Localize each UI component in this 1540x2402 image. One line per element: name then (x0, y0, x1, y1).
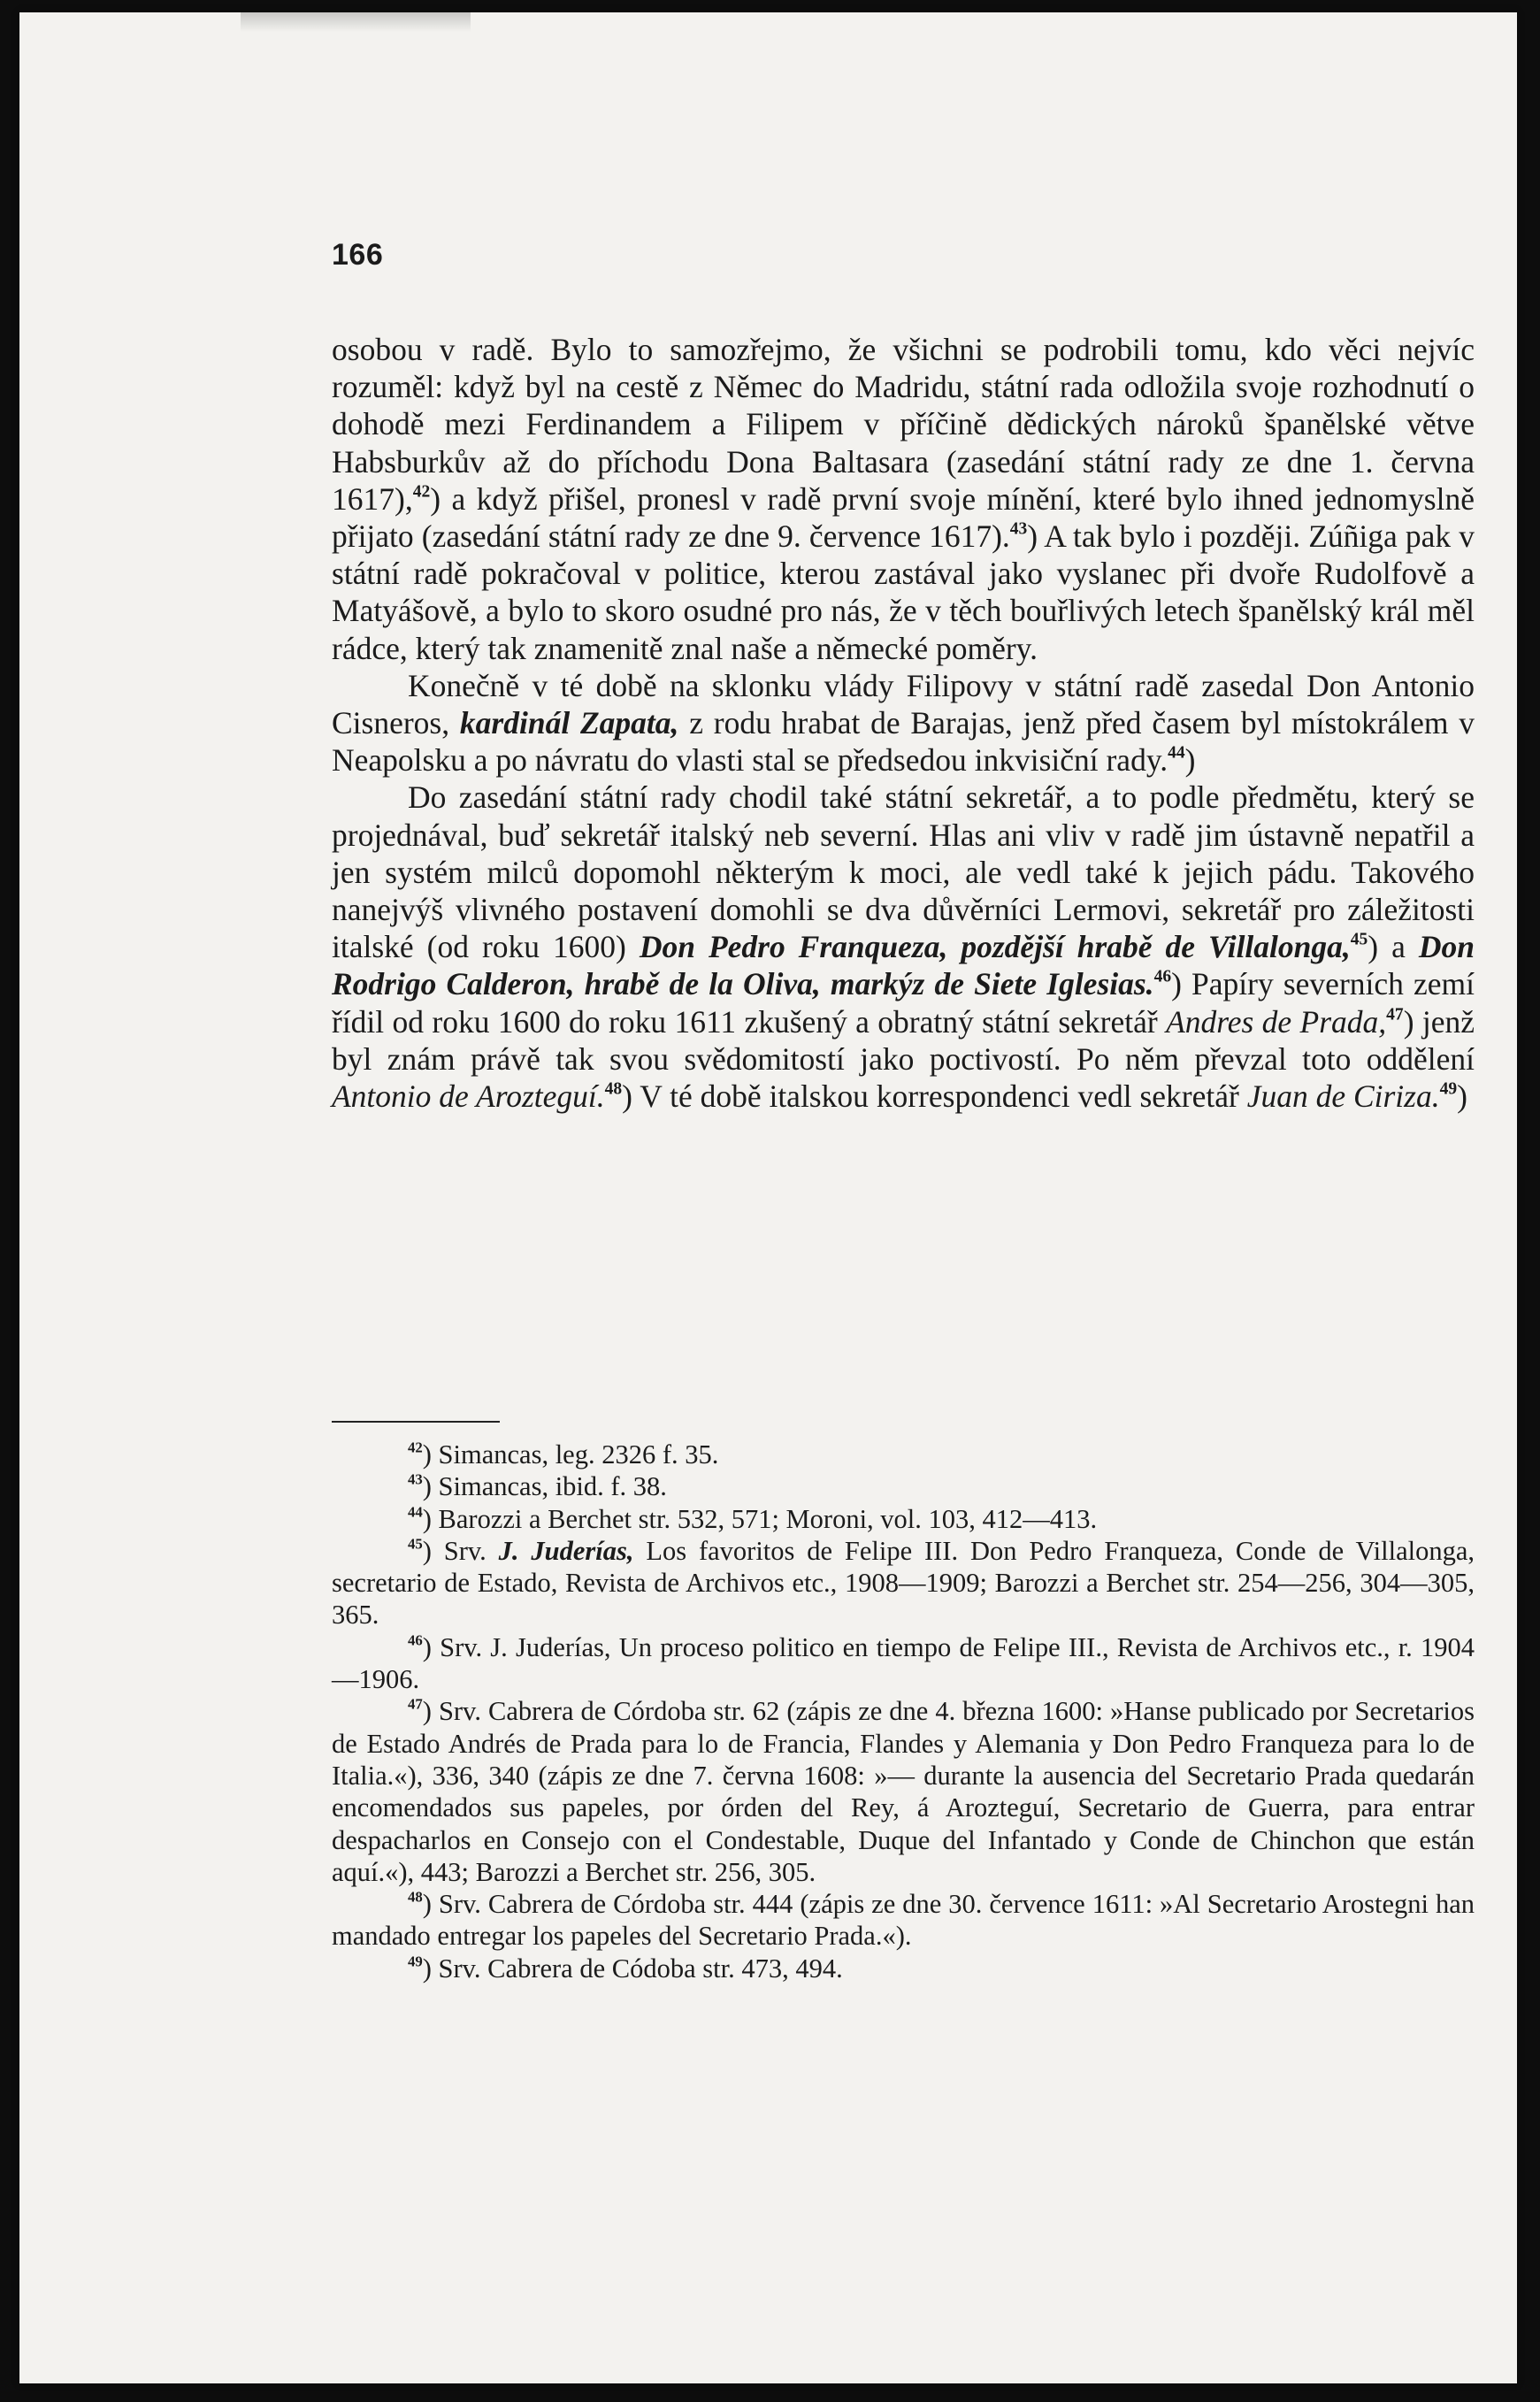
footnote-42 (332, 1439, 1475, 1470)
footnote-separator (332, 1421, 500, 1423)
footnote-ref-43[interactable]: 43 (1009, 519, 1028, 539)
main-text (332, 331, 1475, 1115)
footnote-ref-49[interactable]: 49 (1439, 1079, 1458, 1099)
footnotes (332, 1439, 1475, 1984)
footnote-ref-48[interactable]: 48 (604, 1079, 623, 1099)
footnote-mark: 42 (408, 1439, 423, 1456)
footnote-mark: 44 (408, 1503, 423, 1521)
footnote-44 (332, 1503, 1475, 1535)
footnote-48 (332, 1888, 1475, 1953)
italic-name: Juan de Ciriza. (1246, 1078, 1440, 1115)
text-run: Do zasedání státní rady chodil také státní sekretář, a to podle předmětu, který se projednával, buď sekretář italský neb severní. Hlas ani vliv v radě jim ústavně nepatřil a jen systém milců dopomohl některým k moci, ale vedl také k jejich pádu. Takového nanejvýš vlivného postavení domohli se dva důvěrníci Lermovi, sekretář pro záležitosti italské (od roku 1600) (332, 779, 1475, 965)
footnote-text: ) Srv. Cabrera de Códoba str. 473, 494. (422, 1953, 843, 1984)
paragraph-3 (332, 779, 1475, 1115)
footnote-text: ) Barozzi a Berchet str. 532, 571; Moroni, vol. 103, 412—413. (422, 1503, 1098, 1534)
book-page (19, 12, 1517, 2383)
footnote-mark: 47 (408, 1695, 423, 1713)
footnote-text: ) Srv. (422, 1535, 499, 1566)
footnote-43 (332, 1470, 1475, 1502)
text-run: ) jenž byl znám právě tak svou svědomitostí jako poctivostí. Po něm převzal toto oddělení (332, 1003, 1475, 1077)
footnote-ref-42[interactable]: 42 (412, 482, 431, 502)
footnote-ref-44[interactable]: 44 (1168, 743, 1185, 763)
text-run: ) Papíry severních zemí řídil od roku 1600 do roku 1611 zkušený a obratný státní sekretář (332, 966, 1475, 1040)
text-run: ) A tak bylo i později. Zúñiga pak v státní radě pokračoval v politice, kterou zastával jako vyslanec při dvoře Rudolfově a Matyášově, a bylo to skoro osudné pro nás, že v těch bouřlivých letech španělský král měl rádce, který tak znamenitě znal naše a německé poměry. (332, 518, 1475, 666)
scan-smudge (241, 12, 471, 32)
footnote-mark: 48 (408, 1888, 423, 1906)
footnote-mark: 45 (408, 1535, 423, 1553)
text-run: ) (1184, 742, 1196, 779)
paragraph-1 (332, 331, 1475, 667)
text-run: osobou v radě. Bylo to samozřejmo, že všichni se podrobili tomu, kdo věci nejvíc rozuměl: když byl na cestě z Němec do Madridu, státní rada odložila svoje rozhodnutí o dohodě mezi Ferdinandem a Filipem v příčině dědických nároků španělské větve Habsburkův až do příchodu Dona Baltasara (zasedání státní rady ze dne 1. června 1617), (332, 332, 1475, 517)
footnote-mark: 46 (408, 1631, 423, 1649)
footnote-text: ) Srv. J. Juderías, Un proceso politico en tiempo de Felipe III., Revista de Archivos etc., r. 1904—1906. (332, 1631, 1475, 1695)
footnote-ref-45[interactable]: 45 (1350, 930, 1368, 949)
text-run: ) (1457, 1078, 1467, 1115)
footnote-49 (332, 1953, 1475, 1984)
text-run: z rodu hrabat de Barajas, jenž před časem byl místokrálem v Neapolsku a po návratu do vlasti stal se předsedou inkvisiční rady. (332, 705, 1475, 779)
text-run: Konečně v té době na sklonku vlády Filipovy v státní radě zasedal Don Antonio Cisneros, (332, 667, 1475, 741)
text-run: ) a (1368, 929, 1419, 965)
italic-name: Andres de Prada, (1166, 1003, 1387, 1040)
italic-name: Don Rodrigo Calderon, hrabě de la Oliva, markýz de Siete Iglesias. (332, 929, 1475, 1002)
italic-name: Don Pedro Franqueza, pozdější hrabě de Villalonga, (639, 929, 1351, 965)
footnote-text: ) Srv. Cabrera de Córdoba str. 62 (zápis ze dne 4. března 1600: »Hanse publicado por Secretarios de Estado Andrés de Prada para lo de Francia, Flandes y Alemania y Don Pedro Franqueza para lo de Italia.«), 336, 340 (zápis ze dne 7. června 1608: »— durante la ausencia del Secretario Prada quedarán encomendados sus papeles, por órden del Rey, á Arozteguí, Secretario de Guerra, para entrar despacharlos en Consejo con el Condestable, Duque del Infantado y Conde de Chinchon que están aquí.«), 443; Barozzi a Berchet str. 256, 305. (332, 1696, 1475, 1887)
italic-name: kardinál Zapata, (459, 705, 679, 741)
paragraph-2 (332, 667, 1475, 779)
footnote-text: ) Simancas, leg. 2326 f. 35. (422, 1439, 719, 1470)
footnote-text: Los favoritos de Felipe III. Don Pedro Franqueza, Conde de Villalonga, secretario de Estado, Revista de Archivos etc., 1908—1909; Barozzi a Berchet str. 254—256, 304—305, 365. (332, 1535, 1475, 1631)
footnote-45 (332, 1535, 1475, 1631)
text-run: ) V té době italskou korrespondenci vedl sekretář (622, 1078, 1247, 1115)
footnote-ref-47[interactable]: 47 (1386, 1005, 1404, 1024)
footnote-46 (332, 1631, 1475, 1696)
footnote-47 (332, 1695, 1475, 1888)
footnote-ref-46[interactable]: 46 (1153, 967, 1172, 986)
text-run: ) a když přišel, pronesl v radě první svoje mínění, které bylo ihned jednomyslně přijato (zasedání státní rady ze dne 9. července 1617). (332, 480, 1475, 555)
italic-name: Antonio de Arozteguí. (332, 1078, 605, 1115)
footnote-mark: 43 (408, 1470, 423, 1488)
footnote-text: ) Srv. Cabrera de Córdoba str. 444 (zápis ze dne 30. července 1611: »Al Secretario Arostegni han mandado entregar los papeles del Secretario Prada.«). (332, 1889, 1475, 1952)
page-number: 166 (332, 238, 384, 272)
footnote-text: ) Simancas, ibid. f. 38. (422, 1471, 667, 1502)
footnote-author: J. Juderías, (498, 1535, 634, 1566)
footnote-mark: 49 (408, 1953, 423, 1970)
